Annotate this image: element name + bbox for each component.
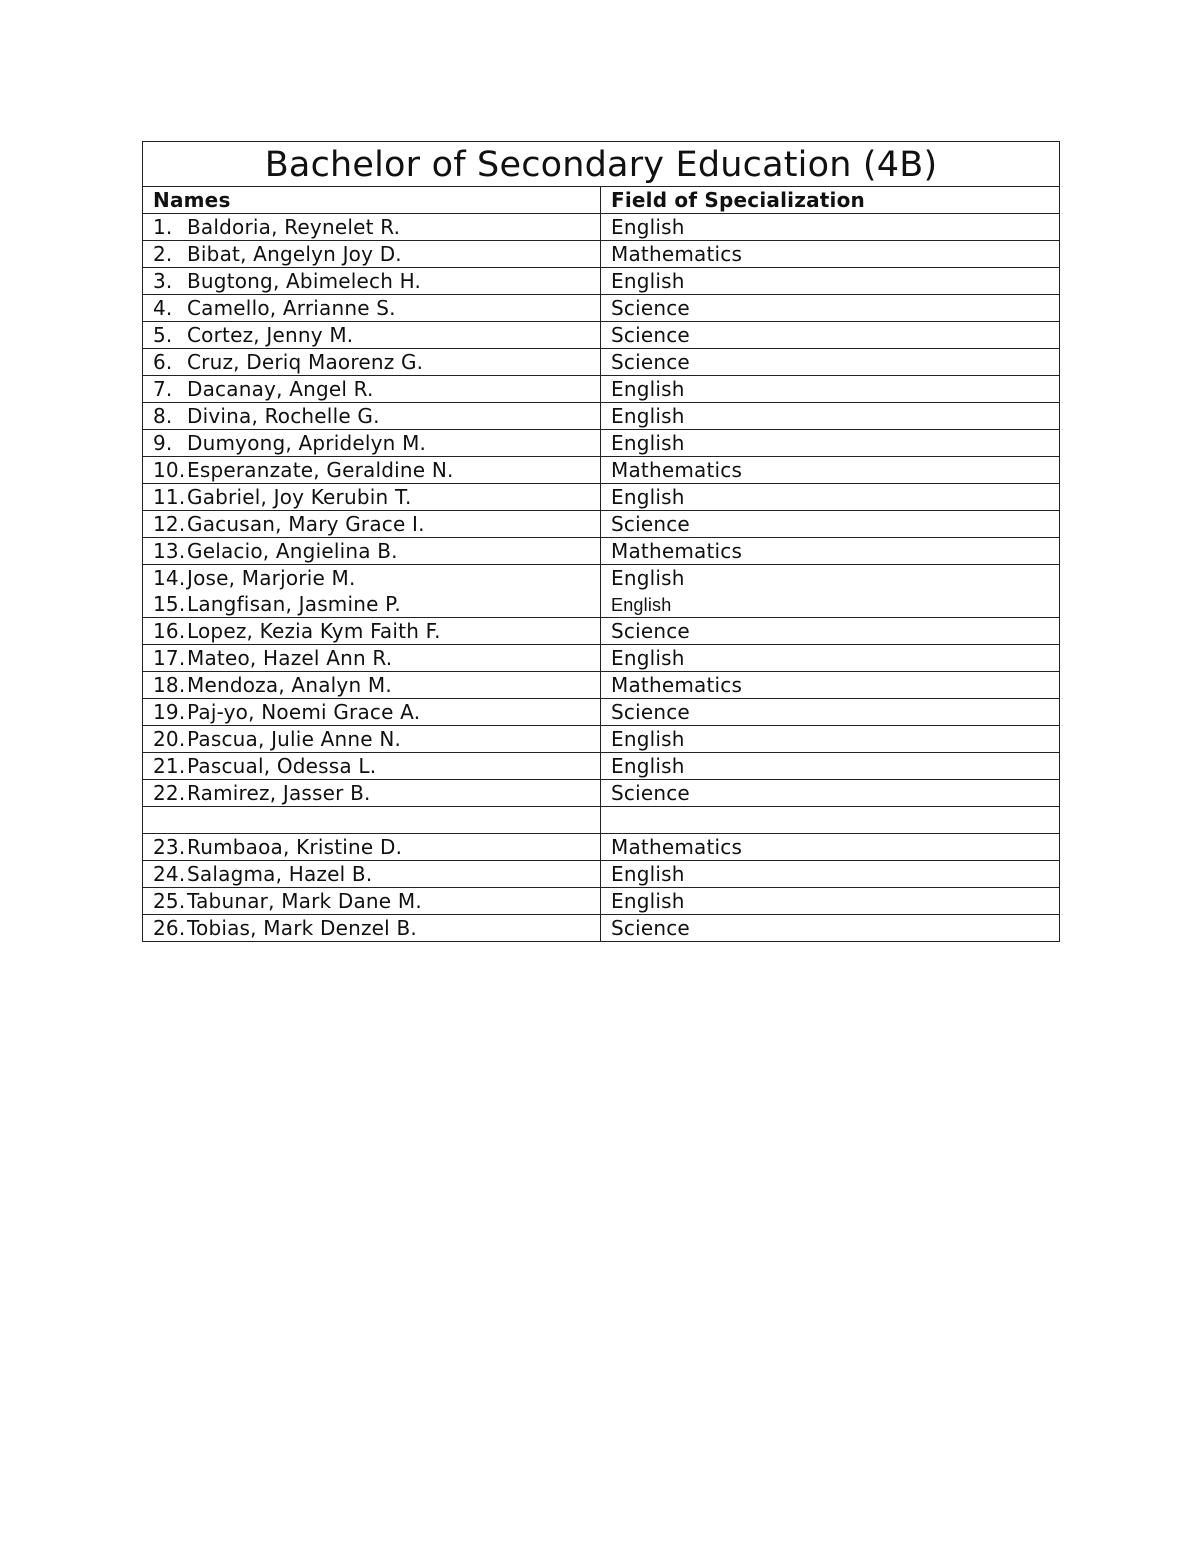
specialization: Science: [611, 512, 690, 536]
student-name: Pascual, Odessa L.: [187, 754, 377, 778]
field-cell: [601, 484, 1060, 511]
table-row: [143, 214, 1060, 241]
field-cell: [601, 457, 1060, 484]
table-row: [143, 861, 1060, 888]
name-cell: [143, 807, 601, 834]
table-row: [143, 618, 1060, 645]
row-number: 2.: [153, 242, 173, 266]
names-header: Names: [143, 187, 601, 214]
table-row: [143, 430, 1060, 457]
row-number: 16.: [153, 619, 186, 643]
student-name: Cortez, Jenny M.: [187, 323, 354, 347]
row-number: 18.: [153, 673, 186, 697]
name-cell: [143, 672, 601, 699]
student-name: Paj-yo, Noemi Grace A.: [187, 700, 421, 724]
student-name: Divina, Rochelle G.: [187, 404, 380, 428]
name-cell: [143, 834, 601, 861]
specialization: Science: [611, 700, 690, 724]
name-cell: [143, 753, 601, 780]
specialization: English: [611, 566, 685, 590]
specialization: English: [611, 727, 685, 751]
student-name: Dumyong, Apridelyn M.: [187, 431, 427, 455]
field-cell: [601, 834, 1060, 861]
name-cell: [143, 861, 601, 888]
name-cell: [143, 430, 601, 457]
table-row: [143, 915, 1060, 942]
row-number: 1.: [153, 215, 173, 239]
table-row: [143, 753, 1060, 780]
specialization: English: [611, 431, 685, 455]
table-row: [143, 376, 1060, 403]
field-header: Field of Specialization: [601, 187, 1060, 214]
field-cell: [601, 376, 1060, 403]
name-cell: [143, 403, 601, 430]
table-row: [143, 457, 1060, 484]
table-row: [143, 484, 1060, 511]
student-name: Mateo, Hazel Ann R.: [187, 646, 393, 670]
field-cell: [601, 780, 1060, 807]
field-cell: [601, 861, 1060, 888]
name-cell: [143, 565, 601, 618]
name-cell: [143, 349, 601, 376]
table-row: [143, 888, 1060, 915]
row-number: 7.: [153, 377, 173, 401]
specialization: Science: [611, 296, 690, 320]
name-cell: [143, 915, 601, 942]
table-row: [143, 268, 1060, 295]
student-name: Gacusan, Mary Grace I.: [187, 512, 425, 536]
field-cell: [601, 322, 1060, 349]
table-row: [143, 511, 1060, 538]
row-number: 3.: [153, 269, 173, 293]
name-cell: [143, 726, 601, 753]
field-cell: [601, 349, 1060, 376]
student-name: Tobias, Mark Denzel B.: [187, 916, 417, 940]
row-number: 26.: [153, 916, 186, 940]
name-cell: [143, 699, 601, 726]
name-cell: [143, 268, 601, 295]
name-cell: [143, 322, 601, 349]
specialization: Mathematics: [611, 458, 743, 482]
name-cell: [143, 241, 601, 268]
field-cell: [601, 753, 1060, 780]
field-cell: [601, 915, 1060, 942]
field-cell: [601, 888, 1060, 915]
field-cell: [601, 699, 1060, 726]
table-row: [143, 565, 1060, 618]
specialization: English: [611, 754, 685, 778]
student-name: Lopez, Kezia Kym Faith F.: [187, 619, 441, 643]
field-cell: [601, 241, 1060, 268]
name-cell: [143, 645, 601, 672]
row-number: 20.: [153, 727, 186, 751]
field-cell: [601, 214, 1060, 241]
table-row: [143, 295, 1060, 322]
student-name: Dacanay, Angel R.: [187, 377, 374, 401]
table-row: [143, 241, 1060, 268]
specialization: Mathematics: [611, 539, 743, 563]
row-number: 12.: [153, 512, 186, 536]
name-cell: [143, 457, 601, 484]
student-name: Bugtong, Abimelech H.: [187, 269, 422, 293]
row-number: 13.: [153, 539, 186, 563]
specialization: Mathematics: [611, 835, 743, 859]
field-cell: [601, 645, 1060, 672]
row-number: 25.: [153, 889, 186, 913]
row-number: 8.: [153, 404, 173, 428]
name-cell: [143, 618, 601, 645]
specialization: English: [611, 889, 685, 913]
student-name: Langfisan, Jasmine P.: [187, 592, 401, 616]
specialization: English: [611, 269, 685, 293]
field-cell: [601, 268, 1060, 295]
table-row: [143, 672, 1060, 699]
row-number: 11.: [153, 485, 186, 509]
row-number: 5.: [153, 323, 173, 347]
specialization: English: [611, 215, 685, 239]
specialization: English: [611, 862, 685, 886]
row-number: 17.: [153, 646, 186, 670]
student-name: Salagma, Hazel B.: [187, 862, 373, 886]
row-number: 21.: [153, 754, 186, 778]
specialization: Science: [611, 781, 690, 805]
student-specialization-table: [142, 141, 1060, 942]
specialization: English: [611, 377, 685, 401]
row-number: 19.: [153, 700, 186, 724]
table-row: [143, 349, 1060, 376]
table-row: [143, 807, 1060, 834]
row-number: 6.: [153, 350, 173, 374]
table-row: [143, 403, 1060, 430]
name-cell: [143, 295, 601, 322]
student-name: Ramirez, Jasser B.: [187, 781, 371, 805]
field-cell: [601, 295, 1060, 322]
student-name: Cruz, Deriq Maorenz G.: [187, 350, 424, 374]
name-cell: [143, 376, 601, 403]
field-cell: [601, 807, 1060, 834]
student-name: Gabriel, Joy Kerubin T.: [187, 485, 412, 509]
student-name: Jose, Marjorie M.: [187, 566, 356, 590]
table-row: [143, 322, 1060, 349]
field-cell: [601, 565, 1060, 618]
field-cell: [601, 618, 1060, 645]
student-name: Camello, Arrianne S.: [187, 296, 396, 320]
specialization: Science: [611, 619, 690, 643]
field-cell: [601, 430, 1060, 457]
header-row: [143, 187, 1060, 214]
field-cell: [601, 403, 1060, 430]
table-row: [143, 538, 1060, 565]
specialization: Science: [611, 323, 690, 347]
student-name: Esperanzate, Geraldine N.: [187, 458, 454, 482]
table-row: [143, 726, 1060, 753]
student-name: Baldoria, Reynelet R.: [187, 215, 401, 239]
student-name: Bibat, Angelyn Joy D.: [187, 242, 402, 266]
table-row: [143, 834, 1060, 861]
field-cell: [601, 672, 1060, 699]
specialization: Mathematics: [611, 673, 743, 697]
table-title: Bachelor of Secondary Education (4B): [143, 142, 1060, 187]
name-cell: [143, 538, 601, 565]
row-number: 24.: [153, 862, 186, 886]
table-row: [143, 645, 1060, 672]
row-number: 10.: [153, 458, 186, 482]
row-number: 15.: [153, 592, 186, 616]
field-cell: [601, 511, 1060, 538]
specialization: English: [611, 646, 685, 670]
row-number: 23.: [153, 835, 186, 859]
name-cell: [143, 511, 601, 538]
student-name: Rumbaoa, Kristine D.: [187, 835, 403, 859]
student-name: Mendoza, Analyn M.: [187, 673, 392, 697]
name-cell: [143, 780, 601, 807]
field-cell: [601, 538, 1060, 565]
student-name: Gelacio, Angielina B.: [187, 539, 398, 563]
specialization: English: [611, 404, 685, 428]
name-cell: [143, 484, 601, 511]
row-number: 9.: [153, 431, 173, 455]
name-cell: [143, 888, 601, 915]
table-row: [143, 699, 1060, 726]
student-name: Pascua, Julie Anne N.: [187, 727, 402, 751]
specialization: Mathematics: [611, 242, 743, 266]
row-number: 22.: [153, 781, 186, 805]
specialization: English: [611, 595, 672, 615]
specialization: Science: [611, 350, 690, 374]
student-name: Tabunar, Mark Dane M.: [187, 889, 422, 913]
row-number: 14.: [153, 566, 186, 590]
specialization: Science: [611, 916, 690, 940]
name-cell: [143, 214, 601, 241]
row-number: 4.: [153, 296, 173, 320]
table-row: [143, 780, 1060, 807]
title-row: [143, 142, 1060, 187]
field-cell: [601, 726, 1060, 753]
specialization: English: [611, 485, 685, 509]
